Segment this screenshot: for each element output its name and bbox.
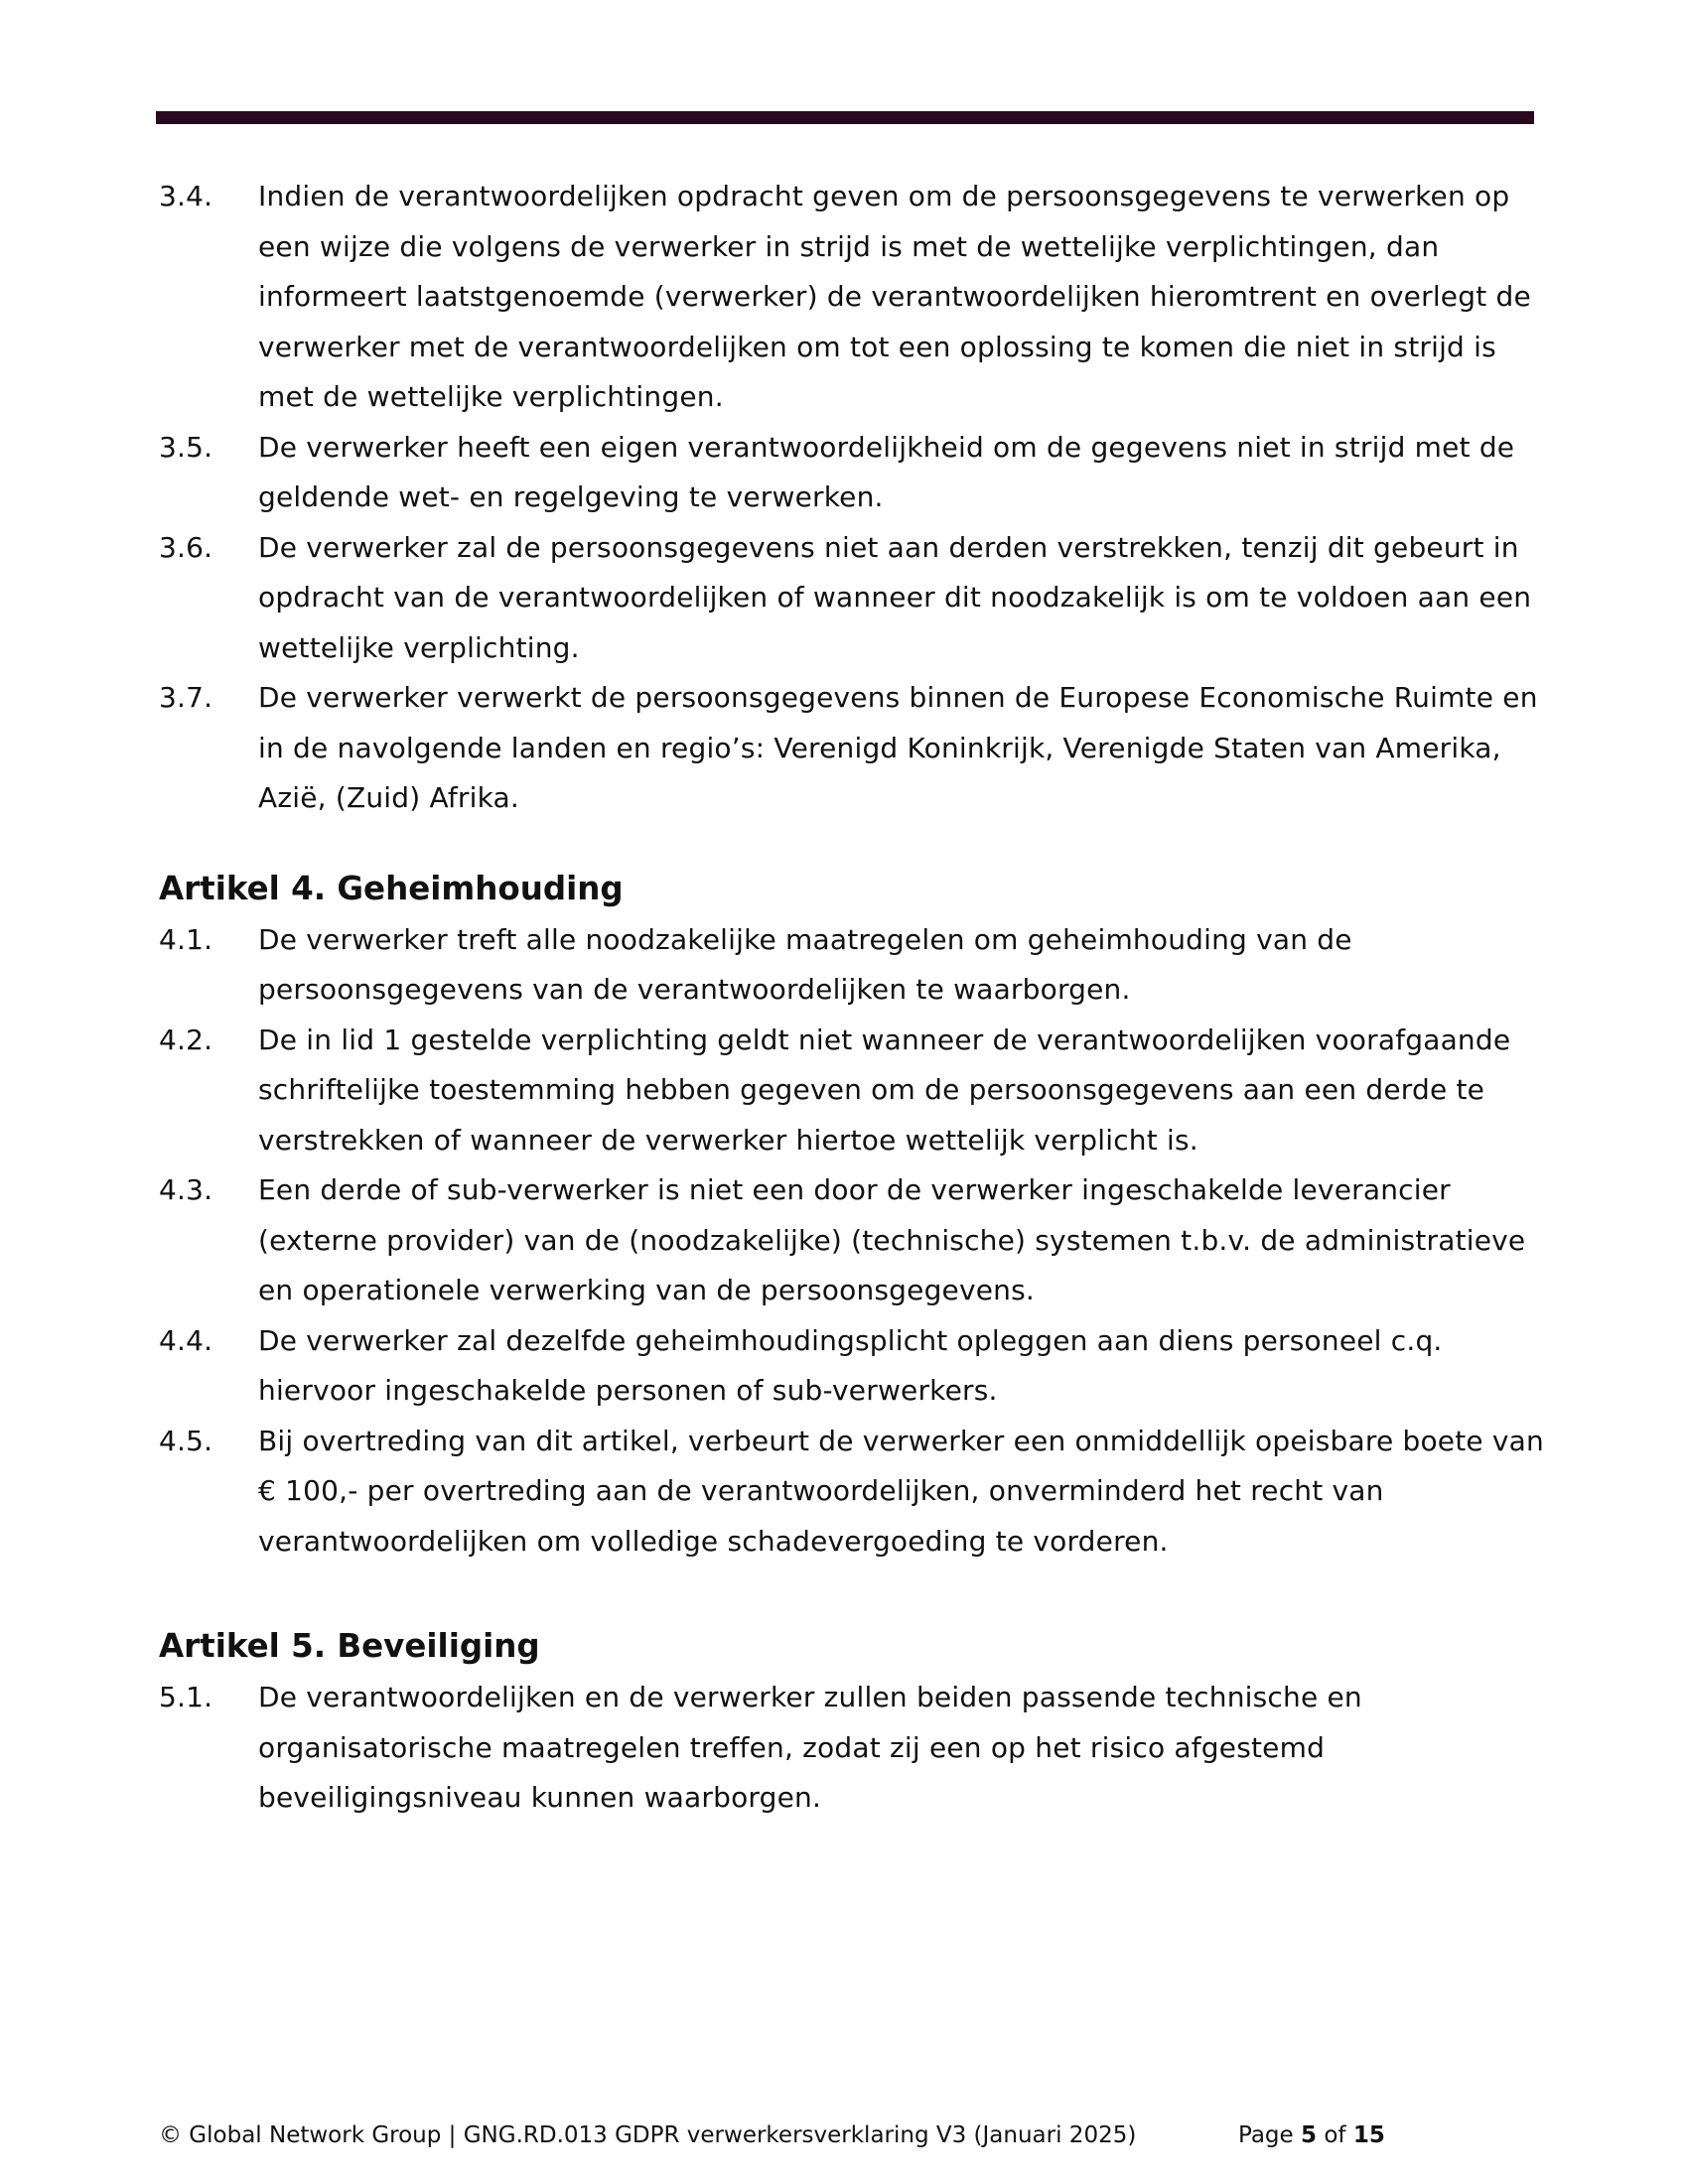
clause-text: De in lid 1 gestelde verplichting geldt niet wanneer de verantwoordelijken voorafgaande schriftelijke toestemming hebben gegeven om de persoonsgegevens aan een derde te verstrekken of wanneer de verwerker hiertoe wettelijk verplicht is.: [258, 1023, 1511, 1157]
clause-number: 4.3.: [159, 1173, 213, 1206]
article-4-heading: Artikel 4. Geheimhouding: [159, 869, 624, 907]
clause-number: 4.4.: [159, 1323, 213, 1357]
page-of: of: [1324, 2122, 1346, 2148]
clause-text: Een derde of sub-verwerker is niet een door de verwerker ingeschakelde leverancier (externe provider) van de (noodzakelijke) (technische) systemen t.b.v. de administratieve en operationele verwerking van de persoonsgegevens.: [258, 1173, 1526, 1306]
clause-number: 4.1.: [159, 922, 213, 956]
clause-number: 5.1.: [159, 1681, 213, 1713]
clause-3-5: [159, 423, 1549, 523]
clause-text: De verwerker heeft een eigen verantwoordelijkheid om de gegevens niet in strijd met de geldende wet- en regelgeving te verwerken.: [258, 430, 1515, 513]
clause-number: 3.7.: [159, 681, 213, 714]
clause-4-1: [159, 915, 1549, 1016]
clause-number: 4.2.: [159, 1023, 213, 1056]
clause-3-6: [159, 523, 1549, 674]
document-body: [159, 172, 1549, 1824]
clause-4-2: [159, 1016, 1549, 1166]
clause-number: 3.4.: [159, 180, 213, 212]
page-current: 5: [1301, 2122, 1318, 2148]
article-5-heading: Artikel 5. Beveiliging: [159, 1627, 540, 1665]
page-total: 15: [1352, 2122, 1385, 2148]
clause-5-1: [159, 1673, 1549, 1824]
clause-4-5: [159, 1417, 1549, 1568]
clause-text: Indien de verantwoordelijken opdracht geven om de persoonsgegevens te verwerken op een wijze die volgens de verwerker in strijd is met de wettelijke verplichtingen, dan informeert laatstgenoemde (verwerker) de verantwoordelijken hieromtrent en overlegt de verwerker met de verantwoordelijken om tot een oplossing te komen die niet in strijd is met de wettelijke verplichtingen.: [258, 180, 1531, 413]
clause-number: 4.5.: [159, 1424, 213, 1457]
clause-text: De verwerker zal dezelfde geheimhoudingsplicht opleggen aan diens personeel c.q. hiervoor ingeschakelde personen of sub-verwerkers.: [258, 1323, 1443, 1407]
clause-text: Bij overtreding van dit artikel, verbeurt de verwerker een onmiddellijk opeisbare boete van € 100,- per overtreding aan de verantwoordelijken, onverminderd het recht van verantwoordelijken om volledige schadevergoeding te vorderen.: [258, 1424, 1544, 1558]
page-label: Page: [1238, 2122, 1294, 2148]
clause-4-4: [159, 1316, 1549, 1417]
header-rule: [156, 111, 1534, 124]
clause-4-3: [159, 1165, 1549, 1316]
footer-copyright: © Global Network Group | GNG.RD.013 GDPR verwerkersverklaring V3 (Januari 2025): [159, 2122, 1137, 2148]
clause-text: De verwerker treft alle noodzakelijke maatregelen om geheimhouding van de persoonsgegevens van de verantwoordelijken te waarborgen.: [258, 922, 1352, 1006]
clause-number: 3.5.: [159, 430, 213, 464]
page-indicator: [1238, 2120, 1385, 2150]
clause-3-7: [159, 673, 1549, 824]
clause-text: De verwerker zal de persoonsgegevens niet aan derden verstrekken, tenzij dit gebeurt in opdracht van de verantwoordelijken of wanneer dit noodzakelijk is om te voldoen aan een wettelijke verplichting.: [258, 530, 1532, 664]
clause-3-4: [159, 172, 1549, 423]
clause-text: De verantwoordelijken en de verwerker zullen beiden passende technische en organisatorische maatregelen treffen, zodat zij een op het risico afgestemd beveiligingsniveau kunnen waarborgen.: [258, 1681, 1362, 1814]
clause-number: 3.6.: [159, 530, 213, 564]
clause-text: De verwerker verwerkt de persoonsgegevens binnen de Europese Economische Ruimte en in de navolgende landen en regio’s: Verenigd Koninkrijk, Verenigde Staten van Amerika, Azië, (Zuid) Afrika.: [258, 681, 1538, 814]
